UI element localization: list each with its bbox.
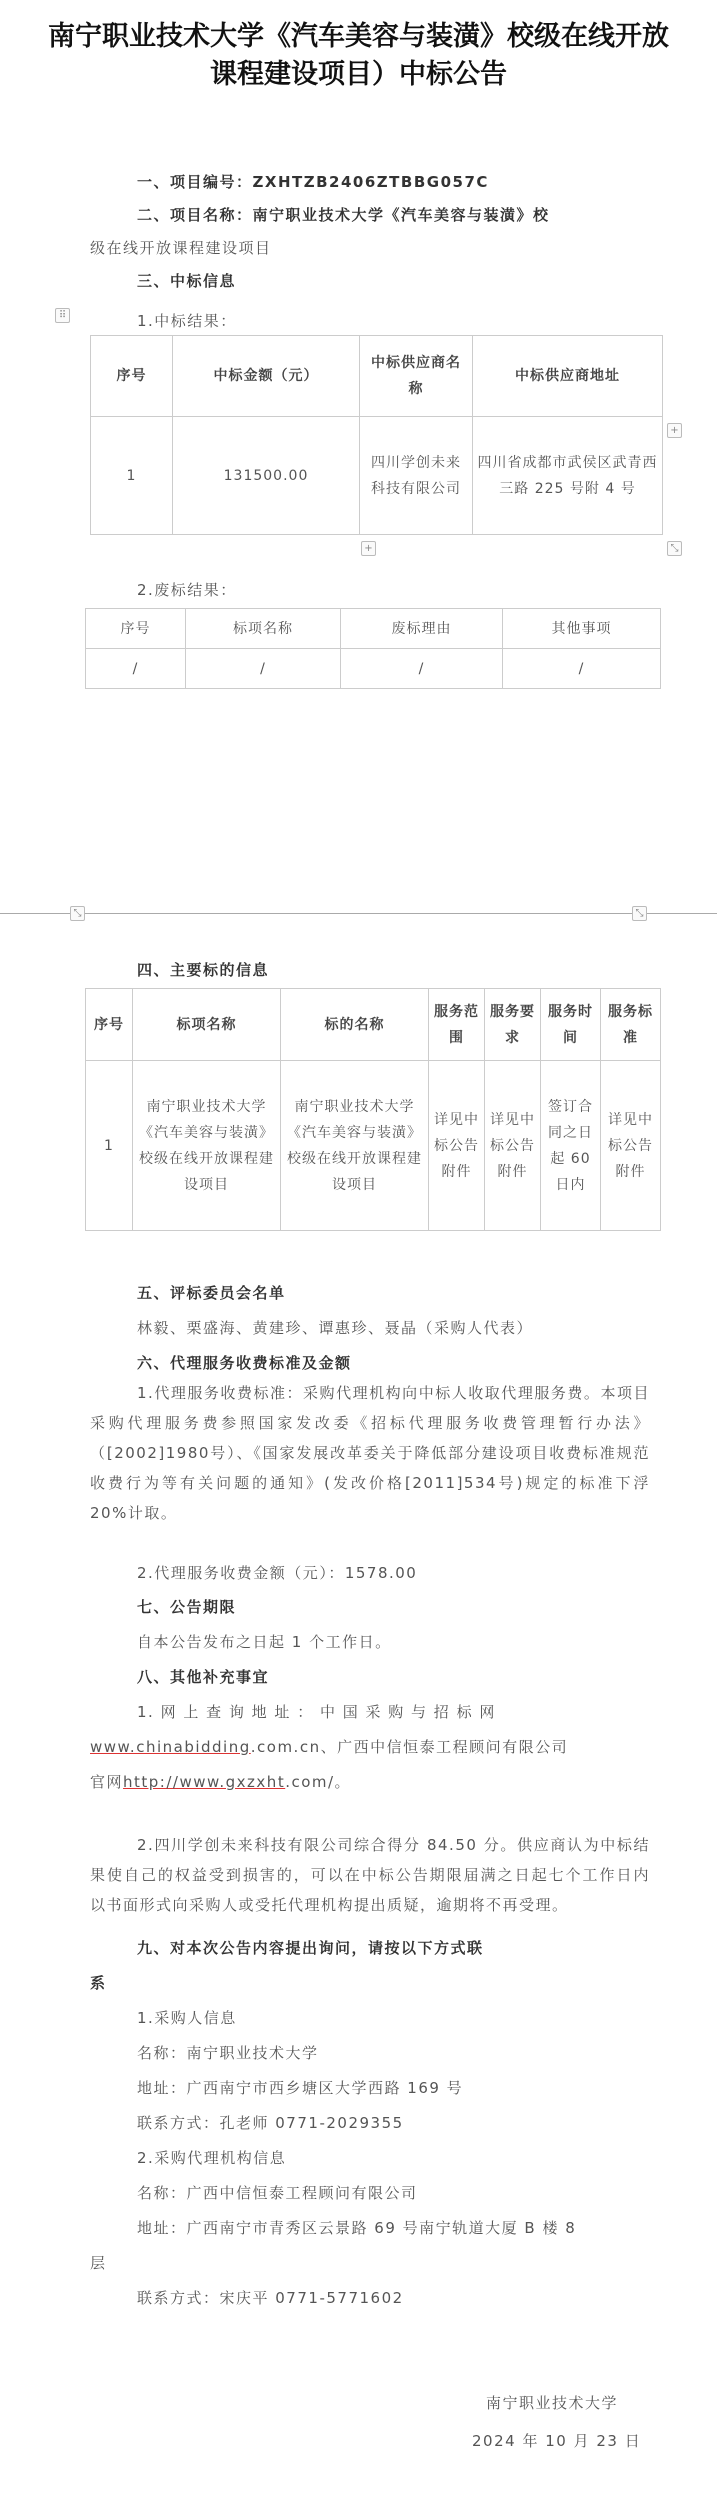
agent-contact: 联系方式：宋庆平 0771-5771602	[137, 2289, 404, 2307]
agency-fee-amount: 2.代理服务收费金额（元）：1578.00	[137, 1564, 418, 1582]
table-header: 中标供应商名称	[360, 336, 473, 417]
table-cell: /	[86, 649, 186, 689]
table-cell: /	[186, 649, 341, 689]
agent-address-line1: 地址：广西南宁市青秀区云景路 69 号南宁轨道大厦 B 楼 8	[137, 2219, 577, 2237]
winning-result-label: 1.中标结果：	[137, 312, 237, 330]
table-header: 中标金额（元）	[173, 336, 360, 417]
purchaser-info-heading: 1.采购人信息	[137, 2009, 237, 2027]
committee-heading: 五、评标委员会名单	[137, 1284, 286, 1302]
committee-members: 林毅、栗盛海、黄建珍、谭惠珍、聂晶（采购人代表）	[137, 1319, 534, 1337]
failed-result-label: 2.废标结果：	[137, 581, 237, 599]
winning-info-heading: 三、中标信息	[137, 272, 237, 290]
project-number: 一、项目编号：ZXHTZB2406ZTBBG057C	[137, 173, 489, 191]
table-cell: 详见中标公告附件	[485, 1061, 541, 1231]
query-address-line2	[90, 1737, 568, 1757]
page-title: 南宁职业技术大学《汽车美容与装潢》校级在线开放课程建设项目）中标公告	[48, 21, 669, 90]
project-name-line1: 二、项目名称：南宁职业技术大学《汽车美容与装潢》校	[137, 206, 550, 224]
inquiry-heading: 九、对本次公告内容提出询问，请按以下方式联	[137, 1939, 484, 1957]
gxzxht-link[interactable]: http://www.gxzxht	[123, 1773, 286, 1791]
table-header: 其他事项	[503, 609, 661, 649]
table-header: 标项名称	[133, 989, 281, 1061]
table-header: 标的名称	[281, 989, 429, 1061]
table-header: 中标供应商地址	[473, 336, 663, 417]
table-cell: 131500.00	[173, 417, 360, 535]
failed-result-table	[85, 608, 661, 689]
main-items-heading: 四、主要标的信息	[137, 961, 270, 979]
purchaser-contact: 联系方式：孔老师 0771-2029355	[137, 2114, 404, 2132]
page-break-marker-icon: ⤡	[632, 906, 647, 921]
query-address-line1: 1. 网 上 查 询 地 址 ： 中 国 采 购 与 招 标 网	[137, 1703, 496, 1721]
table-cell: 1	[86, 1061, 133, 1231]
table-header: 服务要求	[485, 989, 541, 1061]
period-text: 自本公告发布之日起 1 个工作日。	[137, 1633, 392, 1651]
table-header: 废标理由	[341, 609, 503, 649]
table-cell: 四川学创未来科技有限公司	[360, 417, 473, 535]
table-cell: 南宁职业技术大学《汽车美容与装潢》校级在线开放课程建设项目	[133, 1061, 281, 1231]
table-cell: 签订合同之日起 60 日内	[541, 1061, 601, 1231]
table-header: 服务时间	[541, 989, 601, 1061]
signature-organization: 南宁职业技术大学	[486, 2394, 619, 2412]
table-header: 序号	[91, 336, 173, 417]
agent-info-heading: 2.采购代理机构信息	[137, 2149, 287, 2167]
table-cell: 详见中标公告附件	[429, 1061, 485, 1231]
table-cell: /	[503, 649, 661, 689]
purchaser-name: 名称：南宁职业技术大学	[137, 2044, 319, 2062]
main-items-table	[85, 988, 661, 1231]
table-header: 服务范围	[429, 989, 485, 1061]
table-cell: 1	[91, 417, 173, 535]
agency-fee-standard: 1.代理服务收费标准：采购代理机构向中标人收取代理服务费。本项目采购代理服务费参照国家发改委《招标代理服务收费管理暂行办法》（[2002]1980号）、《国家发展改革委关于降低部分建设项目收费标准规范收费行为等有关问题的通知》(发改价格[2011]534号)规定的标准下浮 20%计取。	[90, 1384, 650, 1522]
agent-name: 名称：广西中信恒泰工程顾问有限公司	[137, 2184, 418, 2202]
table-cell: 南宁职业技术大学《汽车美容与装潢》校级在线开放课程建设项目	[281, 1061, 429, 1231]
inquiry-heading-line2: 系	[90, 1974, 107, 1992]
purchaser-address: 地址：广西南宁市西乡塘区大学西路 169 号	[137, 2079, 464, 2097]
chinabidding-link[interactable]: www.chinabidding	[90, 1738, 251, 1756]
table-header: 标项名称	[186, 609, 341, 649]
add-column-icon[interactable]: +	[667, 423, 682, 438]
query-address-text: .com.cn、广西中信恒泰工程顾问有限公司	[250, 1738, 569, 1756]
table-cell: 详见中标公告附件	[601, 1061, 661, 1231]
table-move-handle-icon[interactable]: ⠿	[55, 308, 70, 323]
signature-date: 2024 年 10 月 23 日	[472, 2432, 642, 2450]
table-header: 服务标准	[601, 989, 661, 1061]
website-suffix: .com/。	[285, 1773, 352, 1791]
query-address-line3	[90, 1772, 351, 1792]
project-name-line2: 级在线开放课程建设项目	[90, 239, 272, 257]
add-row-icon[interactable]: +	[361, 541, 376, 556]
table-header: 序号	[86, 989, 133, 1061]
table-cell: 四川省成都市武侯区武青西三路 225 号附 4 号	[473, 417, 663, 535]
website-label: 官网	[90, 1773, 124, 1791]
agent-address-line2: 层	[90, 2254, 107, 2272]
page-break-line	[0, 913, 717, 914]
table-cell: /	[341, 649, 503, 689]
supplier-score-paragraph: 2.四川学创未来科技有限公司综合得分 84.50 分。供应商认为中标结果使自己的权益受到损害的，可以在中标公告期限届满之日起七个工作日内以书面形式向采购人或受托代理机构提出质疑，逾期将不再受理。	[90, 1836, 650, 1914]
table-resize-icon[interactable]: ⤡	[667, 541, 682, 556]
period-heading: 七、公告期限	[137, 1598, 237, 1616]
table-header: 序号	[86, 609, 186, 649]
agency-fee-heading: 六、代理服务收费标准及金额	[137, 1354, 352, 1372]
page-break-marker-icon: ⤡	[70, 906, 85, 921]
other-heading: 八、其他补充事宜	[137, 1668, 270, 1686]
winning-result-table	[90, 335, 663, 535]
